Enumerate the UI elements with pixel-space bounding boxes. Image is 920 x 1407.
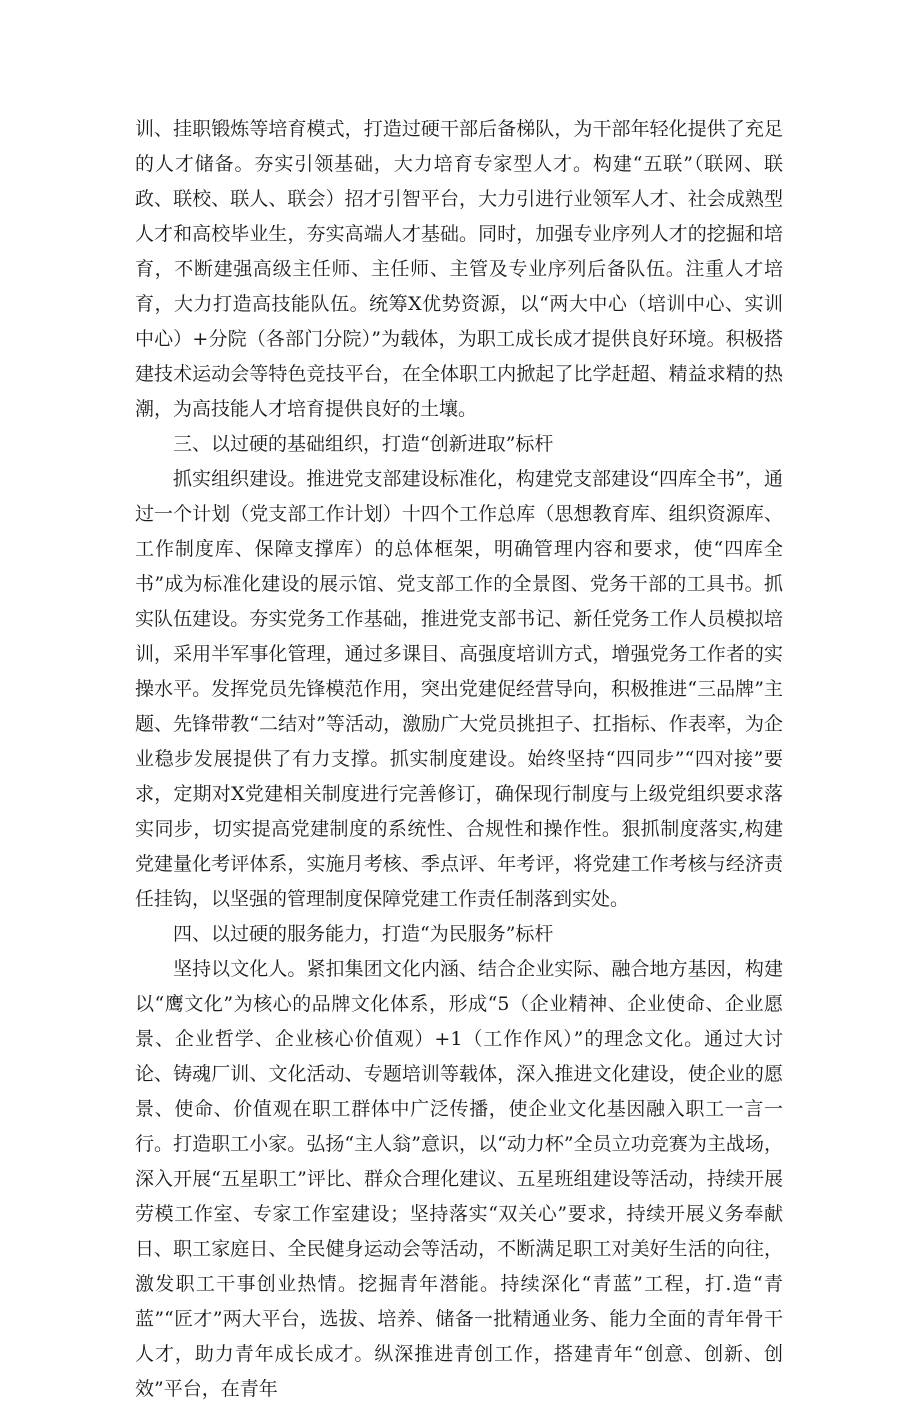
section-heading-four: 四、以过硬的服务能力，打造“为民服务”标杆 (173, 923, 554, 945)
document-body (135, 112, 783, 1407)
paragraph-culture-service: 坚持以文化人。紧扣集团文化内涵、结合企业实际、融合地方基因，构建以“鹰文化”为核心的品牌文化体系，形成“5（企业精神、企业使命、企业愿景、企业哲学、企业核心价值观）+1（工作作风）”的理念文化。通过大讨论、铸魂厂训、文化活动、专题培训等载体，深入推进文化建设，使企业的愿景、使命、价值观在职工群体中广泛传播，使企业文化基因融入职工一言一行。打造职工小家。弘扬“主人翁”意识，以“动力杯”全员立功竞赛为主战场，深入开展“五星职工”评比、群众合理化建议、五星班组建设等活动，持续开展劳模工作室、专家工作室建设；坚持落实“双关心”要求，持续开展义务奉献日、职工家庭日、全民健身运动会等活动，不断满足职工对美好生活的向往，激发职工干事创业热情。挖掘青年潜能。持续深化“青蓝”工程，打.造“青蓝”“匠才”两大平台，选拔、培养、储备一批精通业务、能力全面的青年骨干人才，助力青年成长成才。纵深推进青创工作，搭建青年“创意、创新、创效”平台，在青年 (135, 958, 783, 1400)
section-heading-three: 三、以过硬的基础组织，打造“创新进取”标杆 (173, 433, 554, 455)
paragraph-organization-building: 抓实组织建设。推进党支部建设标准化，构建党支部建设“四库全书”，通过一个计划（党支部工作计划）十四个工作总库（思想教育库、组织资源库、工作制度库、保障支撑库）的总体框架，明确管理内容和要求，使“四库全书”成为标准化建设的展示馆、党支部工作的全景图、党务干部的工具书。抓实队伍建设。夯实党务工作基础，推进党支部书记、新任党务工作人员模拟培训，采用半军事化管理，通过多课目、高强度培训方式，增强党务工作者的实操水平。发挥党员先锋模范作用，突出党建促经营导向，积极推进“三品牌”主题、先锋带教“二结对”等活动，激励广大党员挑担子、扛指标、作表率，为企业稳步发展提供了有力支撑。抓实制度建设。始终坚持“四同步”“四对接”要求，定期对X党建相关制度进行完善修订，确保现行制度与上级党组织要求落实同步，切实提高党建制度的系统性、合规性和操作性。狠抓制度落实,构建党建量化考评体系，实施月考核、季点评、年考评，将党建工作考核与经济责任挂钩，以坚强的管理制度保障党建工作责任制落到实处。 (135, 468, 783, 910)
paragraph-talent-continuation: 训、挂职锻炼等培育模式，打造过硬干部后备梯队，为干部年轻化提供了充足的人才储备。夯实引领基础，大力培育专家型人才。构建“五联”（联网、联政、联校、联人、联会）招才引智平台，大力引进行业领军人才、社会成熟型人才和高校毕业生，夯实高端人才基础。同时，加强专业序列人才的挖掘和培育，不断建强高级主任师、主任师、主管及专业序列后备队伍。注重人才培育，大力打造高技能队伍。统筹X优势资源，以“两大中心（培训中心、实训中心）+分院（各部门分院）”为载体，为职工成长成才提供良好环境。积极搭建技术运动会等特色竞技平台，在全体职工内掀起了比学赶超、精益求精的热潮，为高技能人才培育提供良好的土壤。 (135, 118, 783, 420)
